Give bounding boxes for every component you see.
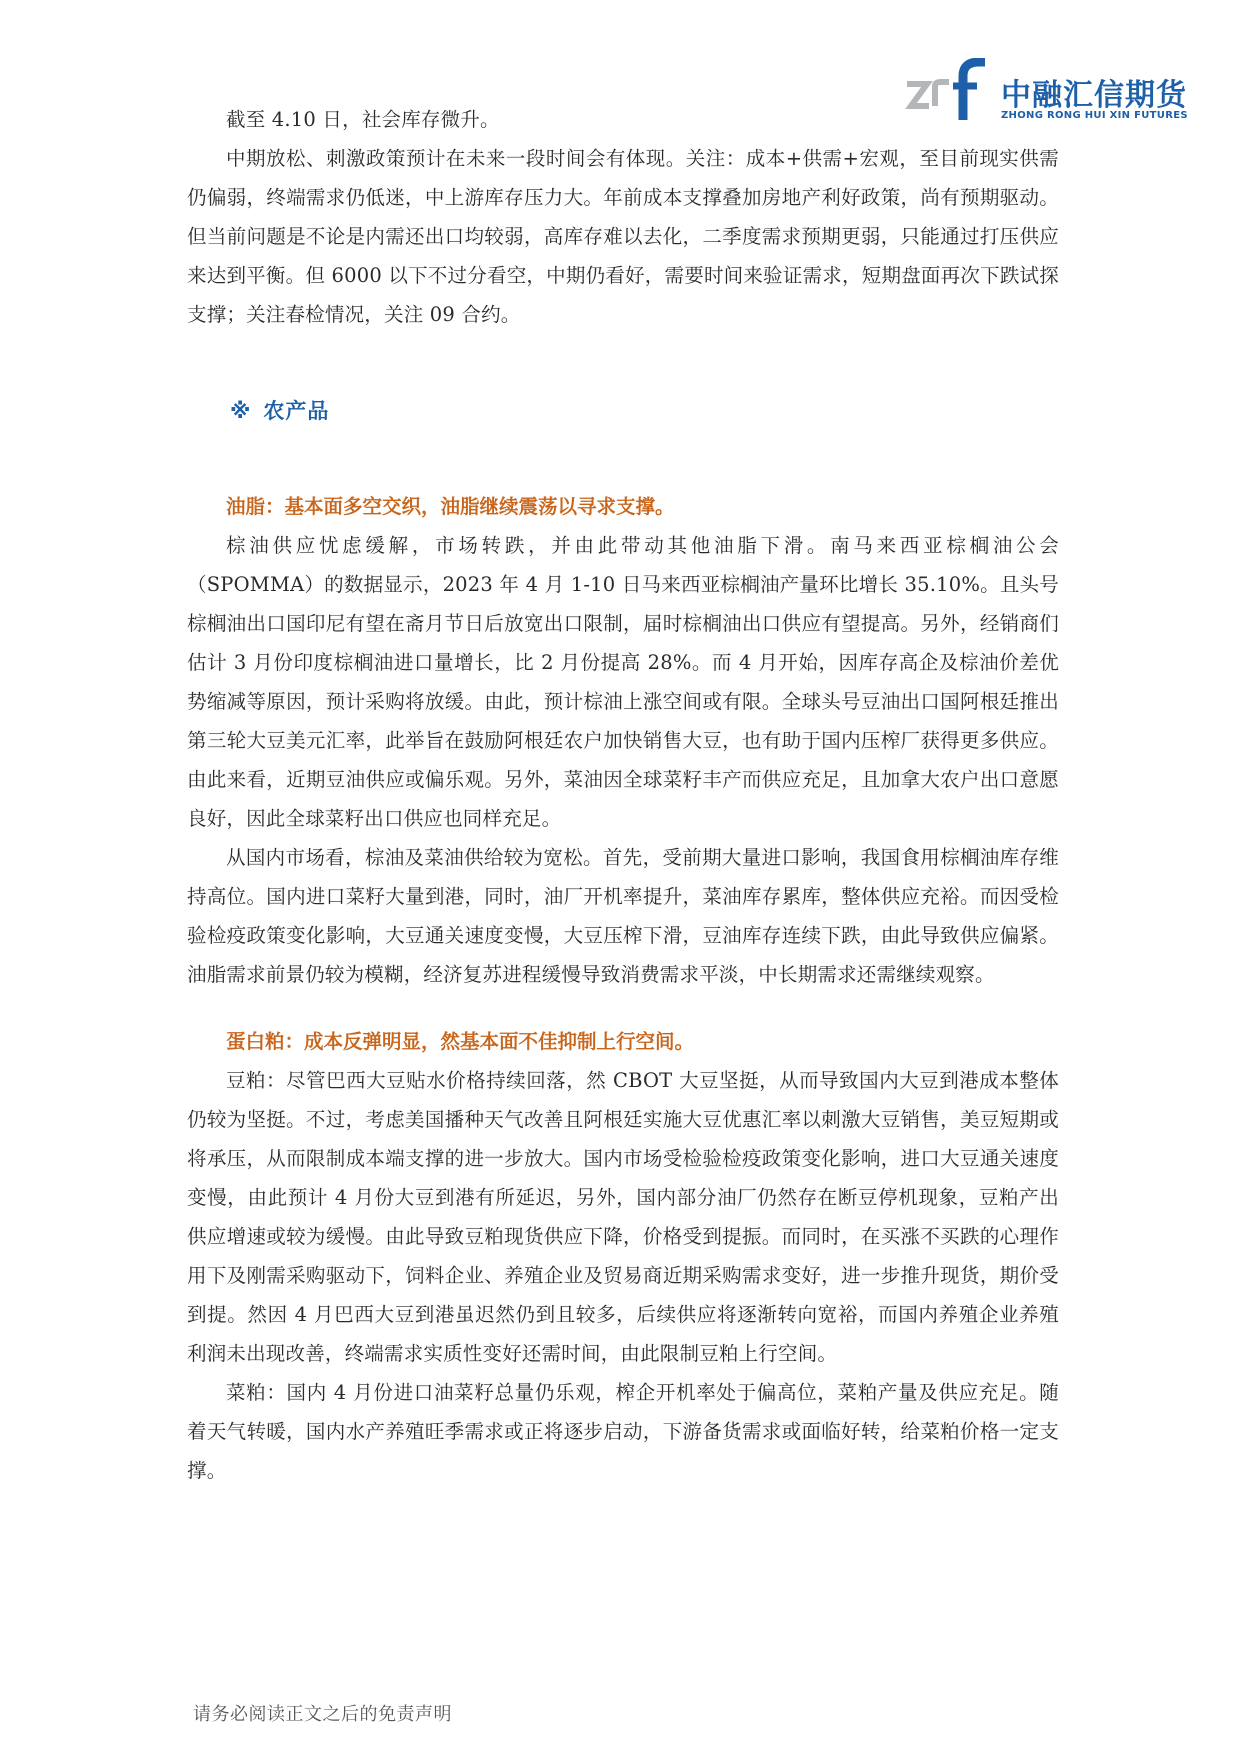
paragraph: 菜粕：国内 4 月份进口油菜籽总量仍乐观，榨企开机率处于偏高位，菜粕产量及供应充足。随着天气转暖，国内水产养殖旺季需求或正将逐步启动，下游备货需求或面临好转，给菜粕价格一定支撑。	[187, 1381, 1059, 1482]
reference-mark-icon: ※	[230, 399, 252, 423]
paragraph: 从国内市场看，棕油及菜油供给较为宽松。首先，受前期大量进口影响，我国食用棕榈油库存维持高位。国内进口菜籽大量到港，同时，油厂开机率提升，菜油库存累库，整体供应充裕。而因受检验检疫政策变化影响，大豆通关速度变慢，大豆压榨下滑，豆油库存连续下跌，由此导致供应偏紧。油脂需求前景仍较为模糊，经济复苏进程缓慢导致消费需求平淡，中长期需求还需继续观察。	[187, 846, 1059, 986]
paragraph: 截至 4.10 日，社会库存微升。	[226, 108, 500, 131]
paragraph: 豆粕：尽管巴西大豆贴水价格持续回落，然 CBOT 大豆坚挺，从而导致国内大豆到港成本整体仍较为坚挺。不过，考虑美国播种天气改善且阿根廷实施大豆优惠汇率以刺激大豆销售，美豆短期或将承压，从而限制成本端支撑的进一步放大。国内市场受检验检疫政策变化影响，进口大豆通关速度变慢，由此预计 4 月份大豆到港有所延迟，另外，国内部分油厂仍然存在断豆停机现象，豆粕产出供应增速或较为缓慢。由此导致豆粕现货供应下降，价格受到提振。而同时，在买涨不买跌的心理作用下及刚需采购驱动下，饲料企业、养殖企业及贸易商近期采购需求变好，进一步推升现货，期价受到提。然因 4 月巴西大豆到港虽迟然仍到且较多，后续供应将逐渐转向宽裕，而国内养殖企业养殖利润未出现改善，终端需求实质性变好还需时间，由此限制豆粕上行空间。	[187, 1069, 1059, 1365]
oils-section	[187, 487, 1059, 994]
logo-chinese-name: 中融汇信期货	[1001, 78, 1187, 113]
intro-block	[187, 100, 1059, 334]
meal-heading: 蛋白粕：成本反弹明显，然基本面不佳抑制上行空间。	[226, 1030, 695, 1053]
meal-section	[187, 1022, 1059, 1490]
section-heading	[230, 395, 329, 425]
paragraph: 棕油供应忧虑缓解，市场转跌，并由此带动其他油脂下滑。南马来西亚棕榈油公会（SPOMMA）的数据显示，2023 年 4 月 1-10 日马来西亚棕榈油产量环比增长 35.10%。且头号棕榈油出口国印尼有望在斋月节日后放宽出口限制，届时棕榈油出口供应有望提高。另外，经销商们估计 3 月份印度棕榈油进口量增长，比 2 月份提高 28%。而 4 月开始，因库存高企及棕油价差优势缩减等原因，预计采购将放缓。由此，预计棕油上涨空间或有限。全球头号豆油出口国阿根廷推出第三轮大豆美元汇率，此举旨在鼓励阿根廷农户加快销售大豆，也有助于国内压榨厂获得更多供应。由此来看，近期豆油供应或偏乐观。另外，菜油因全球菜籽丰产而供应充足，且加拿大农户出口意愿良好，因此全球菜籽出口供应也同样充足。	[187, 534, 1059, 830]
section-title: 农产品	[263, 399, 330, 423]
logo-english-name: ZHONG RONG HUI XIN FUTURES	[1001, 110, 1188, 121]
oils-heading: 油脂：基本面多空交织，油脂继续震荡以寻求支撑。	[226, 495, 675, 518]
paragraph: 中期放松、刺激政策预计在未来一段时间会有体现。关注：成本+供需+宏观，至目前现实供需仍偏弱，终端需求仍低迷，中上游库存压力大。年前成本支撑叠加房地产利好政策，尚有预期驱动。但当前问题是不论是内需还出口均较弱，高库存难以去化，二季度需求预期更弱，只能通过打压供应来达到平衡。但 6000 以下不过分看空，中期仍看好，需要时间来验证需求，短期盘面再次下跌试探支撑；关注春检情况，关注 09 合约。	[187, 147, 1059, 326]
disclaimer-footer: 请务必阅读正文之后的免责声明	[193, 1704, 452, 1725]
